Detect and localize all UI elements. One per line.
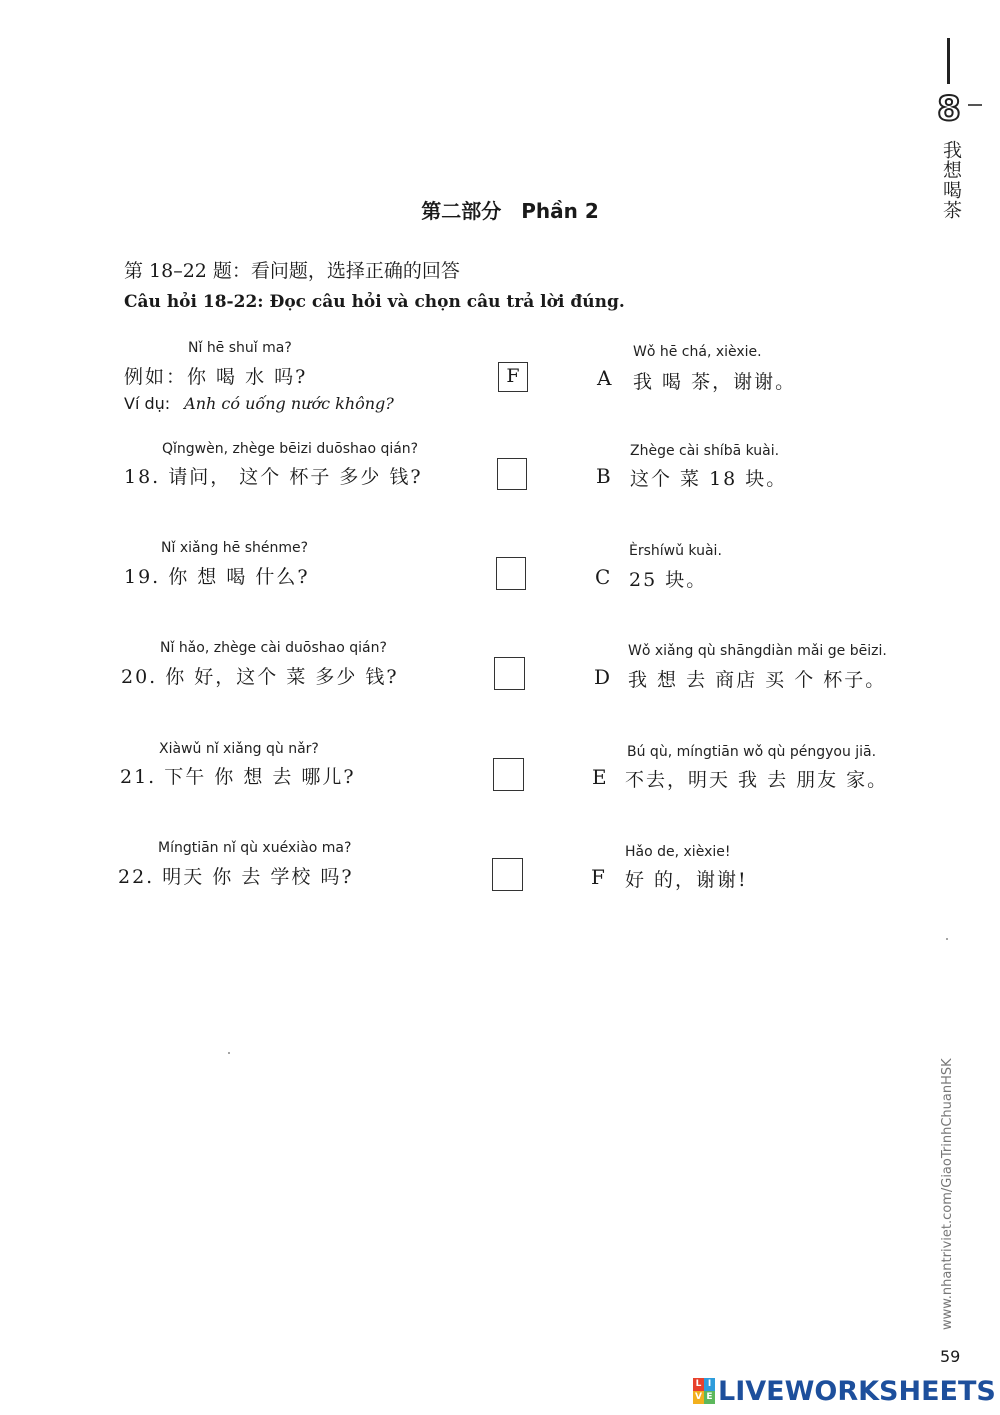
page-number: 59 bbox=[940, 1347, 961, 1366]
option-b-pinyin: Zhège cài shíbā kuài. bbox=[630, 443, 780, 459]
option-a-text: 我 喝 茶，谢谢。 bbox=[633, 371, 797, 393]
option-c-text: 25 块。 bbox=[629, 569, 708, 591]
option-a-letter: A bbox=[597, 366, 612, 390]
question-19-answer-box[interactable] bbox=[496, 557, 526, 590]
question-18-answer-box[interactable] bbox=[497, 458, 527, 490]
option-b-text: 这个 菜 18 块。 bbox=[630, 468, 788, 490]
question-18-text: 18. 请问， 这个 杯子 多少 钱? bbox=[124, 466, 423, 488]
example-pinyin: Nǐ hē shuǐ ma? bbox=[188, 340, 292, 356]
question-22-text: 22. 明天 你 去 学校 吗? bbox=[118, 866, 354, 888]
option-f-letter: F bbox=[591, 865, 605, 889]
logo-mark-icon bbox=[693, 1378, 715, 1404]
example-question: 例如：你 喝 水 吗? bbox=[124, 366, 308, 388]
option-e-text: 不去，明天 我 去 朋友 家。 bbox=[625, 769, 889, 791]
question-21-answer-box[interactable] bbox=[493, 758, 524, 791]
example-vi-label: Ví dụ: bbox=[124, 394, 171, 413]
logo-mark-v: V bbox=[693, 1391, 704, 1404]
logo-mark-e: E bbox=[704, 1391, 715, 1404]
scan-speck bbox=[228, 1052, 230, 1054]
logo-mark-l: L bbox=[693, 1378, 704, 1391]
section-title: 第二部分 Phần 2 bbox=[421, 199, 599, 223]
chapter-title: 我想喝茶 bbox=[940, 140, 962, 220]
question-22-pinyin: Míngtiān nǐ qù xuéxiào ma? bbox=[158, 840, 352, 856]
logo-text: LIVEWORKSHEETS bbox=[718, 1375, 996, 1407]
question-18-pinyin: Qǐngwèn, zhège bēizi duōshao qián? bbox=[162, 441, 419, 457]
option-a-pinyin: Wǒ hē chá, xièxie. bbox=[633, 344, 762, 360]
option-c-letter: C bbox=[595, 565, 611, 589]
logo-mark-i: I bbox=[704, 1378, 715, 1391]
question-22-answer-box[interactable] bbox=[492, 858, 523, 891]
example-vi-text: Anh có uống nước không? bbox=[184, 394, 394, 413]
question-19-text: 19. 你 想 喝 什么? bbox=[124, 566, 310, 588]
liveworksheets-logo bbox=[693, 1376, 996, 1406]
chapter-tab-line-top bbox=[947, 38, 950, 84]
option-c-pinyin: Èrshíwǔ kuài. bbox=[629, 543, 722, 559]
publisher-watermark: www.nhantriviet.com/GiaoTrinhChuanHSK bbox=[940, 1058, 955, 1330]
option-b-letter: B bbox=[596, 464, 611, 488]
scan-speck bbox=[946, 938, 948, 940]
question-20-pinyin: Nǐ hǎo, zhège cài duōshao qián? bbox=[160, 640, 387, 656]
instructions-vietnamese: Câu hỏi 18-22: Đọc câu hỏi và chọn câu trả lời đúng. bbox=[124, 292, 625, 312]
question-20-text: 20. 你 好，这个 菜 多少 钱? bbox=[121, 666, 399, 688]
option-e-pinyin: Bú qù, míngtiān wǒ qù péngyou jiā. bbox=[627, 744, 877, 760]
instructions-chinese: 第 18–22 题：看问题，选择正确的回答 bbox=[124, 260, 460, 282]
question-19-pinyin: Nǐ xiǎng hē shénme? bbox=[161, 540, 309, 556]
option-d-pinyin: Wǒ xiǎng qù shāngdiàn mǎi ge bēizi. bbox=[628, 643, 887, 659]
chapter-tab-dash bbox=[968, 104, 982, 106]
option-e-letter: E bbox=[592, 765, 607, 789]
option-d-letter: D bbox=[594, 665, 611, 689]
example-translation bbox=[124, 394, 394, 413]
question-21-text: 21. 下午 你 想 去 哪儿? bbox=[120, 766, 356, 788]
option-d-text: 我 想 去 商店 买 个 杯子。 bbox=[628, 669, 887, 691]
chapter-number: 8 bbox=[937, 89, 961, 129]
option-f-text: 好 的，谢谢! bbox=[625, 869, 748, 891]
example-answer-box: F bbox=[498, 362, 528, 392]
question-21-pinyin: Xiàwǔ nǐ xiǎng qù nǎr? bbox=[159, 741, 319, 757]
question-20-answer-box[interactable] bbox=[494, 657, 525, 690]
option-f-pinyin: Hǎo de, xièxie! bbox=[625, 844, 731, 860]
